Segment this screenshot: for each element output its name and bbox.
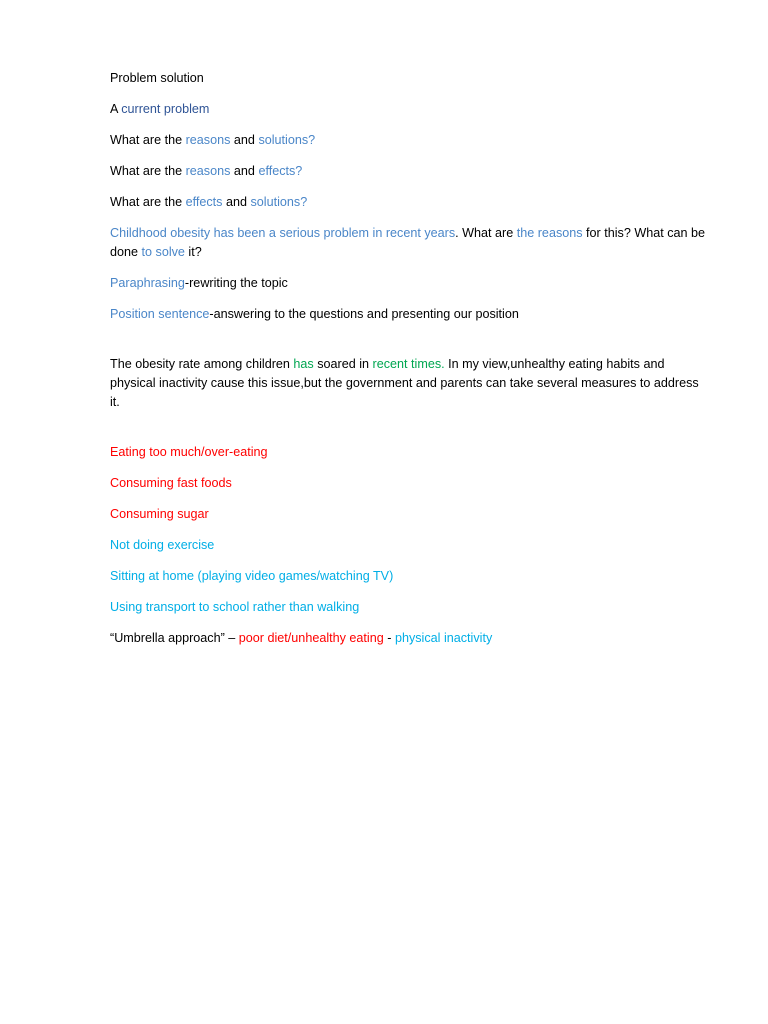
intro-paragraph: [110, 355, 710, 412]
document-body: [110, 69, 710, 660]
intro-has: has: [293, 357, 314, 371]
question-term-a: effects: [185, 195, 223, 209]
umbrella-inactivity: physical inactivity: [394, 631, 493, 645]
list-item: Using transport to school rather than walking: [110, 600, 360, 614]
position-sentence-line: [110, 305, 710, 324]
topic-reasons: the reasons: [516, 226, 583, 240]
topic-text: it?: [184, 245, 202, 259]
question-reasons-effects: [110, 162, 710, 181]
list-item: Sitting at home (playing video games/watching TV): [110, 569, 394, 583]
intro-recent-times: recent times.: [372, 357, 445, 371]
list-item: Not doing exercise: [110, 538, 215, 552]
list-item: Eating too much/over-eating: [110, 445, 268, 459]
question-lead: What are the: [110, 164, 186, 178]
topic-text: . What are: [455, 226, 517, 240]
topic-solve: to solve: [141, 245, 185, 259]
topic-statement: Childhood obesity has been a serious problem in recent years: [110, 226, 456, 240]
position-sentence-term: Position sentence: [110, 307, 210, 321]
umbrella-separator: -: [383, 631, 395, 645]
topic-text: for this? What can be done: [110, 226, 706, 259]
question-term-b: solutions?: [250, 195, 308, 209]
paraphrasing-term: Paraphrasing: [110, 276, 185, 290]
doc-title: Problem solution: [110, 71, 204, 85]
umbrella-diet: poor diet/unhealthy eating: [238, 631, 384, 645]
essay-topic: [110, 224, 710, 262]
question-lead: What are the: [110, 133, 186, 147]
question-lead: What are the: [110, 195, 186, 209]
question-effects-solutions: [110, 193, 710, 212]
list-item: Consuming sugar: [110, 507, 209, 521]
intro-text: In my view,unhealthy eating habits and physical inactivity cause this issue,but the government and parents can take several measures to address it.: [110, 357, 699, 409]
question-term-b: effects?: [258, 164, 303, 178]
position-sentence-definition: -answering to the questions and presenting our position: [209, 307, 519, 321]
question-mid: and: [222, 195, 251, 209]
list-item: Consuming fast foods: [110, 476, 232, 490]
current-problem-prefix: A: [110, 102, 122, 116]
current-problem-line: [110, 100, 710, 119]
intro-text: soared in: [313, 357, 373, 371]
question-term-a: reasons: [185, 133, 231, 147]
question-mid: and: [230, 164, 259, 178]
umbrella-approach-line: [110, 629, 710, 648]
question-term-b: solutions?: [258, 133, 316, 147]
paraphrasing-line: [110, 274, 710, 293]
question-term-a: reasons: [185, 164, 231, 178]
paraphrasing-definition: -rewriting the topic: [184, 276, 288, 290]
question-mid: and: [230, 133, 259, 147]
umbrella-lead: “Umbrella approach” –: [110, 631, 239, 645]
question-reasons-solutions: [110, 131, 710, 150]
intro-text: The obesity rate among children: [110, 357, 294, 371]
current-problem-highlight: current problem: [121, 102, 210, 116]
